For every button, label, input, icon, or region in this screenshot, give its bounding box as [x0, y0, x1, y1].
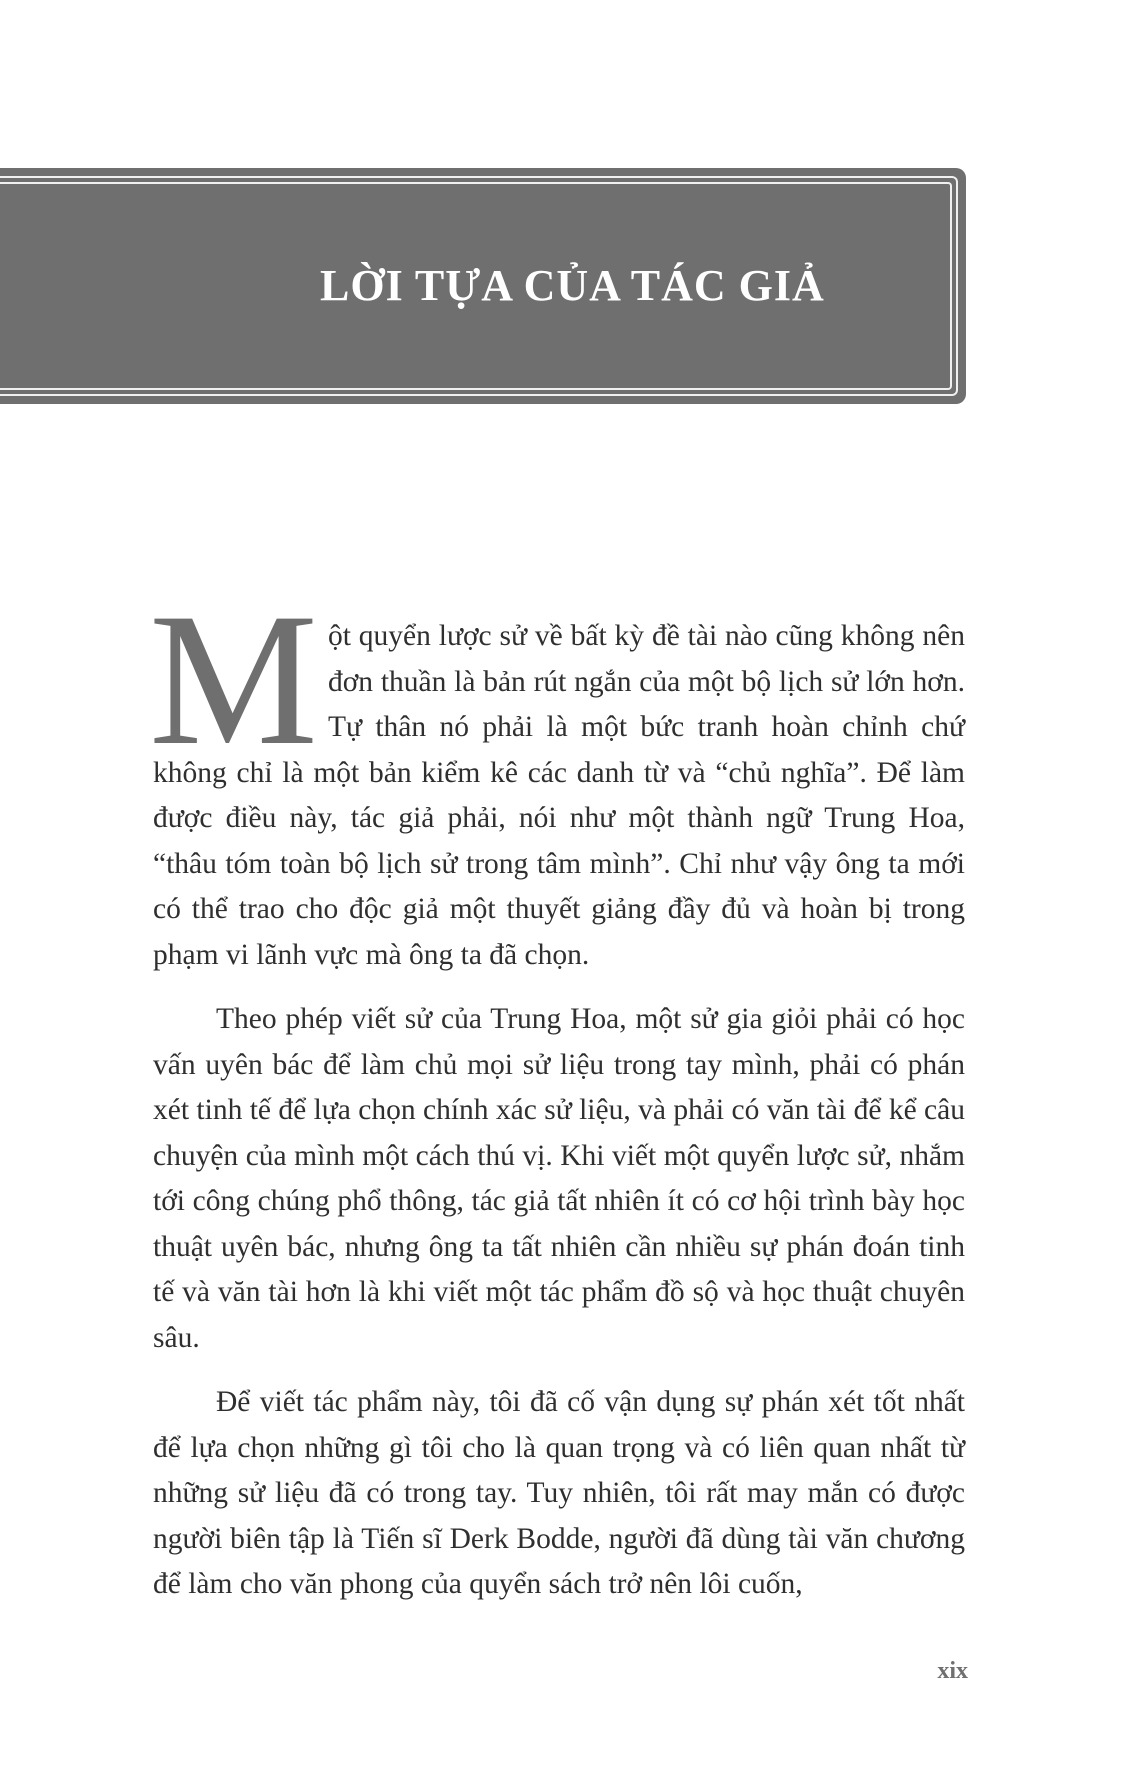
paragraph-1-text: ột quyển lược sử về bất kỳ đề tài nào cũng không nên đơn thuần là bản rút ngắn của một bộ lịch sử lớn hơn. Tự thân nó phải là một bức tranh hoàn chỉnh chứ không chỉ là một bản kiểm kê các danh từ và “chủ nghĩa”. Để làm được điều này, tác giả phải, nói như một thành ngữ Trung Hoa, “thâu tóm toàn bộ lịch sử trong tâm mình”. Chỉ như vậy ông ta mới có thể trao cho độc giả một thuyết giảng đầy đủ và hoàn bị trong phạm vi lãnh vực mà ông ta đã chọn. — [153, 620, 965, 971]
body-text — [149, 575, 965, 1608]
paragraph-3: Để viết tác phẩm này, tôi đã cố vận dụng sự phán xét tốt nhất để lựa chọn những gì tôi cho là quan trọng và có liên quan nhất từ những sử liệu đã có trong tay. Tuy nhiên, tôi rất may mắn có được người biên tập là Tiến sĩ Derk Bodde, người đã dùng tài văn chương để làm cho văn phong của quyển sách trở nên lôi cuốn, — [153, 1386, 965, 1600]
drop-cap: M — [149, 575, 318, 785]
chapter-title-banner — [0, 168, 966, 404]
chapter-title: LỜI TỰA CỦA TÁC GIẢ — [320, 261, 825, 310]
paragraph-1 — [149, 575, 965, 978]
page-number: xix — [937, 1658, 968, 1684]
paragraph-2: Theo phép viết sử của Trung Hoa, một sử gia giỏi phải có học vấn uyên bác để làm chủ mọi sử liệu trong tay mình, phải có phán xét tinh tế để lựa chọn chính xác sử liệu, và phải có văn tài để kể câu chuyện của mình một cách thú vị. Khi viết một quyển lược sử, nhắm tới công chúng phổ thông, tác giả tất nhiên ít có cơ hội trình bày học thuật uyên bác, nhưng ông ta tất nhiên cần nhiều sự phán đoán tinh tế và văn tài hơn là khi viết một tác phẩm đồ sộ và học thuật chuyên sâu. — [153, 1003, 965, 1354]
